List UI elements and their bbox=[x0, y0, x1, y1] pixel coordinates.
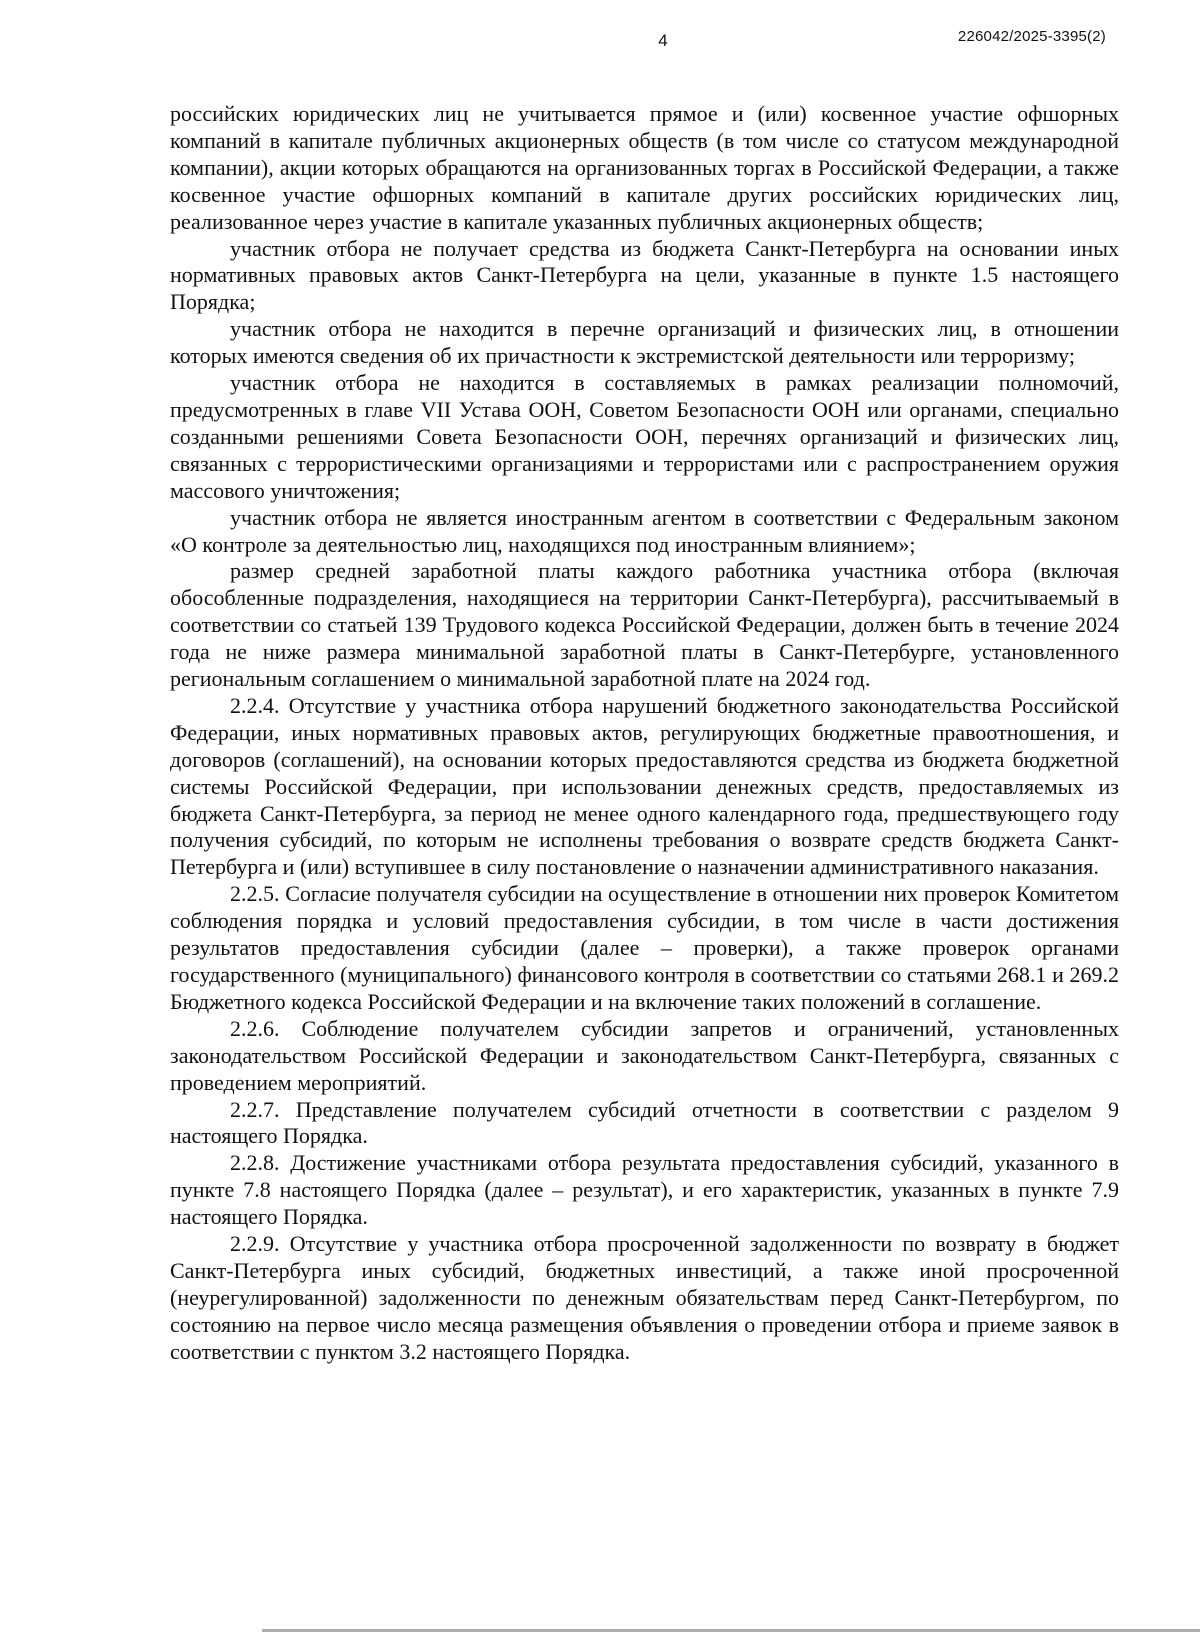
page-number: 4 bbox=[658, 31, 668, 50]
document-registration-number: 226042/2025-3395(2) bbox=[957, 28, 1106, 45]
paragraph-extremism-list-condition: участник отбора не находится в перечне организаций и физических лиц, в отношении которых имеются сведения об их причастности к экстремистской деятельности или терроризму; bbox=[170, 316, 1119, 369]
paragraph-2-2-9: 2.2.9. Отсутствие у участника отбора просроченной задолженности по возврату в бюджет Санкт-Петербурга иных субсидий, бюджетных инвестиций, а также иной просроченной (неурегулированной) задолженности по денежным обязательствам перед Санкт-Петербургом, по состоянию на первое число месяца размещения объявления о проведении отбора и приеме заявок в соответствии с пунктом 3.2 настоящего Порядка. bbox=[170, 1231, 1119, 1364]
paragraph-un-sanctions-condition: участник отбора не находится в составляемых в рамках реализации полномочий, предусмотренных в главе VII Устава ООН, Советом Безопасности ООН или органами, специально созданными решениями Совета Безопасности ООН, перечнях организаций и физических лиц, связанных с террористическими организациями и террористами или с распространением оружия массового уничтожения; bbox=[170, 370, 1119, 503]
document-body bbox=[170, 101, 1119, 1366]
scan-bottom-edge bbox=[262, 1629, 1200, 1632]
paragraph-2-2-4: 2.2.4. Отсутствие у участника отбора нарушений бюджетного законодательства Российской Федерации, иных нормативных правовых актов, регулирующих бюджетные правоотношения, и договоров (соглашений), на основании которых предоставляются средства из бюджета бюджетной системы Российской Федерации, при использовании денежных средств, предоставляемых из бюджета Санкт-Петербурга, за период не менее одного календарного года, предшествующего году получения субсидий, по которым не исполнены требования о возврате средств бюджета Санкт-Петербурга и (или) вступившее в силу постановление о назначении административного наказания. bbox=[170, 692, 1119, 880]
paragraph-foreign-agent-condition: участник отбора не является иностранным агентом в соответствии с Федеральным законом «О контроле за деятельностью лиц, находящихся под иностранным влиянием»; bbox=[170, 504, 1119, 557]
paragraph-continuation: российских юридических лиц не учитывается прямое и (или) косвенное участие офшорных компаний в капитале публичных акционерных обществ (в том числе со статусом международной компании), акции которых обращаются на организованных торгах в Российской Федерации, а также косвенное участие офшорных компаний в капитале других российских юридических лиц, реализованное через участие в капитале указанных публичных акционерных обществ; bbox=[170, 101, 1119, 234]
paragraph-2-2-8: 2.2.8. Достижение участниками отбора результата предоставления субсидий, указанного в пункте 7.8 настоящего Порядка (далее – результат), и его характеристик, указанных в пункте 7.9 настоящего Порядка. bbox=[170, 1150, 1119, 1230]
paragraph-salary-condition: размер средней заработной платы каждого работника участника отбора (включая обособленные подразделения, находящиеся на территории Санкт-Петербурга), рассчитываемый в соответствии со статьей 139 Трудового кодекса Российской Федерации, должен быть в течение 2024 года не ниже размера минимальной заработной платы в Санкт-Петербурге, установленного региональным соглашением о минимальной заработной плате на 2024 год. bbox=[170, 558, 1119, 692]
paragraph-2-2-7: 2.2.7. Представление получателем субсидий отчетности в соответствии с разделом 9 настоящего Порядка. bbox=[170, 1096, 1119, 1149]
paragraph-2-2-6: 2.2.6. Соблюдение получателем субсидии запретов и ограничений, установленных законодательством Российской Федерации и законодательством Санкт-Петербурга, связанных с проведением мероприятий. bbox=[170, 1015, 1119, 1095]
paragraph-2-2-5: 2.2.5. Согласие получателя субсидии на осуществление в отношении них проверок Комитетом соблюдения порядка и условий предоставления субсидии, в том числе в части достижения результатов предоставления субсидии (далее – проверки), а также проверок органами государственного (муниципального) финансового контроля в соответствии со статьями 268.1 и 269.2 Бюджетного кодекса Российской Федерации и на включение таких положений в соглашение. bbox=[170, 881, 1119, 1014]
paragraph-budget-funds-condition: участник отбора не получает средства из бюджета Санкт-Петербурга на основании иных нормативных правовых актов Санкт-Петербурга на цели, указанные в пункте 1.5 настоящего Порядка; bbox=[170, 235, 1119, 315]
